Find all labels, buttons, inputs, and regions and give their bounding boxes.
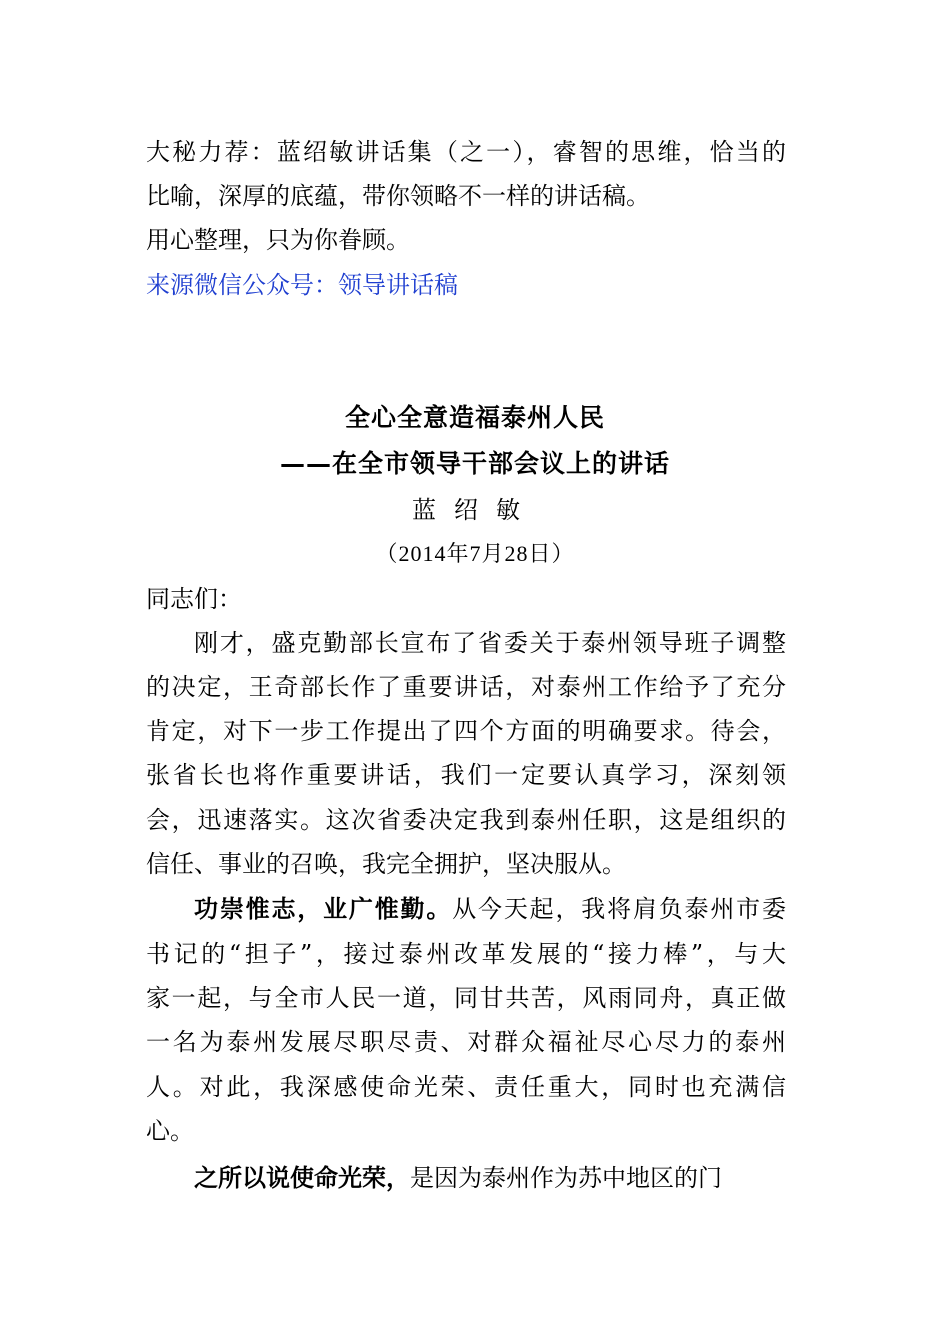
para2-line: 心。 xyxy=(146,1117,194,1145)
speech-subtitle: ——在全市领导干部会议上的讲话 xyxy=(279,449,670,478)
para2-line: 一名为泰州发展尽职尽责、对群众福祉尽心尽力的泰州 xyxy=(146,1028,786,1056)
para2-heading: 功崇惟志，业广惟勤。 xyxy=(194,894,453,923)
para3-first-line xyxy=(194,1156,786,1200)
para1-line: 会，迅速落实。这次省委决定我到泰州任职，这是组织的 xyxy=(146,806,786,834)
speech-title: 全心全意造福泰州人民 xyxy=(344,403,605,432)
intro-line-3: 用心整理，只为你眷顾。 xyxy=(146,226,410,254)
salutation: 同志们： xyxy=(146,585,242,613)
para3-text: 是因为泰州作为苏中地区的门 xyxy=(410,1164,722,1192)
para3-heading: 之所以说使命光荣， xyxy=(194,1163,410,1192)
speech-author: 蓝绍敏 xyxy=(412,496,538,524)
para2-first-line xyxy=(194,887,786,931)
para1-line: 张省长也将作重要讲话，我们一定要认真学习，深刻领 xyxy=(146,761,786,789)
para1-line: 刚才，盛克勤部长宣布了省委关于泰州领导班子调整 xyxy=(194,629,786,657)
para1-line: 肯定，对下一步工作提出了四个方面的明确要求。待会， xyxy=(146,717,786,745)
para1-line: 的决定，王奇部长作了重要讲话，对泰州工作给予了充分 xyxy=(146,673,786,701)
para2-line: 家一起，与全市人民一道，同甘共苦，风雨同舟，真正做 xyxy=(146,984,786,1012)
speech-date: （2014年7月28日） xyxy=(375,541,575,566)
intro-line-1: 大秘力荐：蓝绍敏讲话集（之一），睿智的思维，恰当的 xyxy=(146,138,786,166)
para2-line: 书记的“担子”，接过泰州改革发展的“接力棒”，与大 xyxy=(146,940,786,968)
intro-line-2: 比喻，深厚的底蕴，带你领略不一样的讲话稿。 xyxy=(146,182,650,210)
para2-line: 人。对此，我深感使命光荣、责任重大，同时也充满信 xyxy=(146,1073,786,1101)
para1-line: 信任、事业的召唤，我完全拥护，坚决服从。 xyxy=(146,850,626,878)
para2-text: 从今天起，我将肩负泰州市委 xyxy=(452,895,787,923)
source-link[interactable]: 来源微信公众号：领导讲话稿 xyxy=(146,271,458,299)
